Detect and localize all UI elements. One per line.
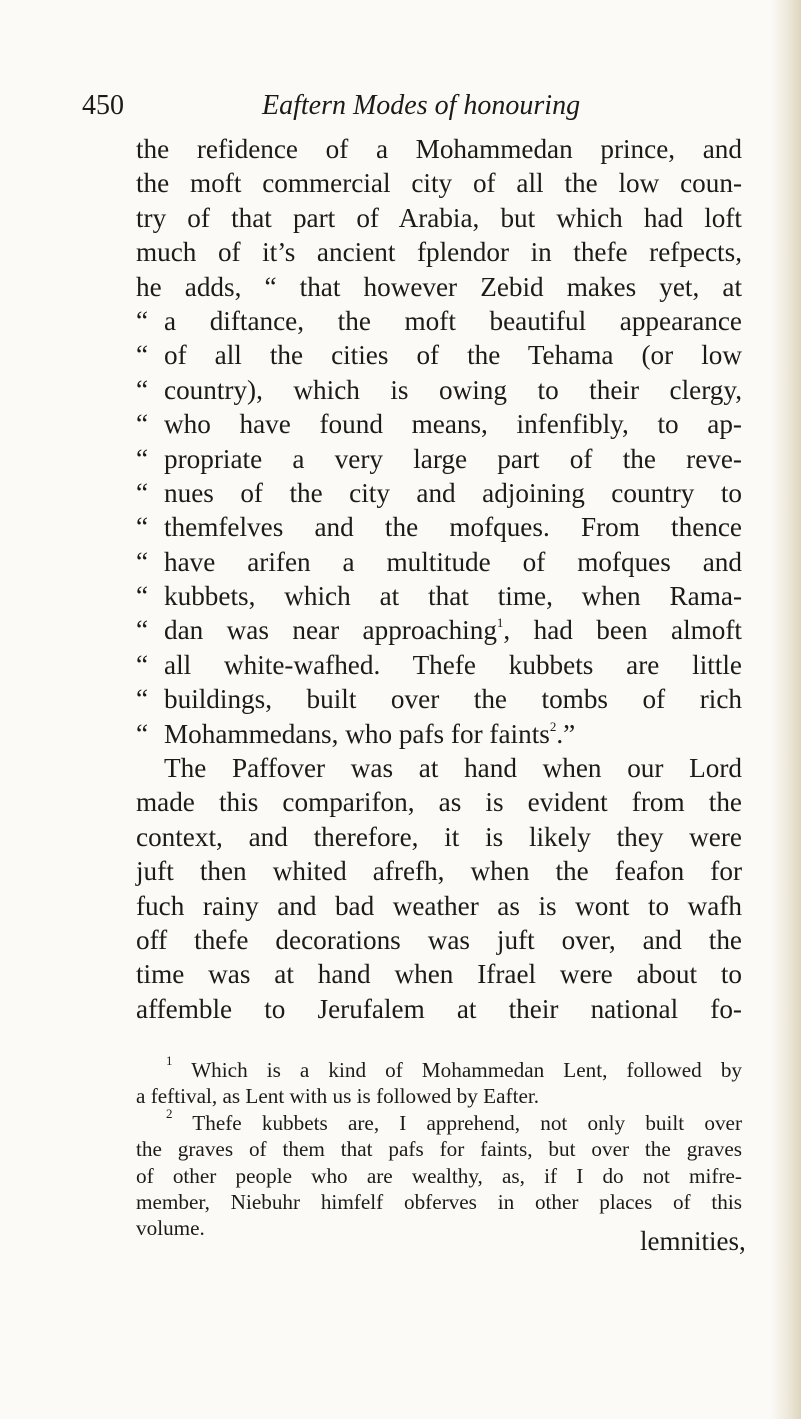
footnote-line: [136, 1053, 743, 1083]
quote-mark: “: [136, 581, 149, 612]
text-line: time was at hand when Ifrael were about to: [136, 959, 742, 990]
footnote-line: [136, 1105, 742, 1136]
footnote-marker: 1: [166, 1053, 173, 1068]
line-text: country), which is owing to their clergy,: [164, 374, 742, 405]
quote-mark: “: [136, 546, 149, 577]
text-line: [136, 338, 742, 372]
quote-mark: “: [136, 512, 149, 543]
page-edge: [771, 0, 801, 1419]
text-line: [136, 717, 742, 751]
text-line: context, and therefore, it is likely they were: [136, 821, 742, 852]
text-line: [136, 545, 742, 579]
line-text: kubbets, which at that time, when Rama-: [164, 581, 742, 612]
footnote-ref: 2: [549, 718, 557, 734]
footnote-line: a feftival, as Lent with us is followed by Eafter.: [136, 1084, 540, 1109]
quote-mark: “: [136, 443, 149, 474]
text-line: [136, 579, 742, 613]
line-text: dan was near approaching: [164, 615, 497, 646]
quote-mark: “: [136, 649, 149, 680]
text-line: off thefe decorations was juft over, and the: [136, 924, 742, 955]
footnote-line: the graves of them that pafs for faints, but over the graves: [136, 1137, 742, 1162]
quote-mark: “: [136, 615, 149, 646]
footnotes: [136, 1053, 743, 1242]
text-line: much of it’s ancient fplendor in thefe refpects,: [136, 237, 742, 268]
line-text: .”: [556, 718, 576, 749]
line-text: all white-wafhed. Thefe kubbets are little: [164, 649, 742, 680]
footnote-line: member, Niebuhr himfelf obferves in other places of this: [136, 1189, 742, 1214]
line-text: themfelves and the mofques. From thence: [164, 512, 742, 543]
footnote-line: volume.: [136, 1216, 205, 1241]
text-line: [136, 476, 742, 510]
quote-mark: “: [136, 684, 149, 715]
line-text: propriate a very large part of the reve-: [164, 443, 742, 474]
line-text: nues of the city and adjoining country to: [164, 477, 742, 508]
line-text: have arifen a multitude of mofques and: [164, 546, 742, 577]
text-line: he adds, “ that however Zebid makes yet, at: [136, 271, 742, 302]
running-head: Eaftern Modes of honouring: [262, 90, 581, 121]
text-line: [136, 648, 742, 682]
footnote-ref: 1: [496, 615, 504, 631]
quote-mark: “: [136, 409, 149, 440]
text-line: try of that part of Arabia, but which had loft: [136, 202, 742, 233]
footnote-text: Thefe kubbets are, I apprehend, not only built over: [192, 1110, 742, 1135]
text-line: made this comparifon, as is evident from the: [136, 787, 742, 818]
quote-mark: “: [136, 477, 149, 508]
text-line: the refidence of a Mohammedan prince, and: [136, 134, 742, 164]
text-line: [136, 510, 742, 544]
line-text: , had been almoft: [503, 615, 742, 646]
line-text: Mohammedans, who pafs for faints: [164, 718, 550, 749]
text-line: [136, 682, 742, 716]
page-header: [82, 90, 722, 130]
line-text: of all the cities of the Tehama (or low: [164, 340, 742, 371]
text-line: affemble to Jerufalem at their national fo-: [136, 993, 742, 1024]
quote-mark: “: [136, 340, 149, 371]
line-text: who have found means, infenfibly, to ap-: [164, 409, 742, 440]
quote-mark: “: [136, 305, 149, 336]
footnote-text: Which is a kind of Mohammedan Lent, followed by: [191, 1058, 743, 1082]
text-line: [136, 407, 742, 441]
body-text: [136, 132, 742, 1026]
text-line: [136, 613, 742, 647]
quote-mark: “: [136, 718, 149, 749]
footnote-line: of other people who are wealthy, as, if I do not mifre-: [136, 1163, 742, 1188]
text-line: fuch rainy and bad weather as is wont to wafh: [136, 890, 742, 921]
text-line: juft then whited afrefh, when the feafon for: [136, 856, 742, 887]
catchword: lemnities,: [640, 1226, 746, 1256]
line-text: a diftance, the moft beautiful appearance: [164, 305, 742, 336]
text-line: the moft commercial city of all the low coun-: [136, 168, 742, 199]
text-line: The Paffover was at hand when our Lord: [164, 753, 742, 784]
page-number: 450: [82, 90, 124, 121]
text-line: [136, 304, 742, 338]
quote-mark: “: [136, 374, 149, 405]
footnote-marker: 2: [166, 1105, 173, 1121]
line-text: buildings, built over the tombs of rich: [164, 684, 742, 715]
text-line: [136, 442, 742, 476]
text-line: [136, 373, 742, 407]
